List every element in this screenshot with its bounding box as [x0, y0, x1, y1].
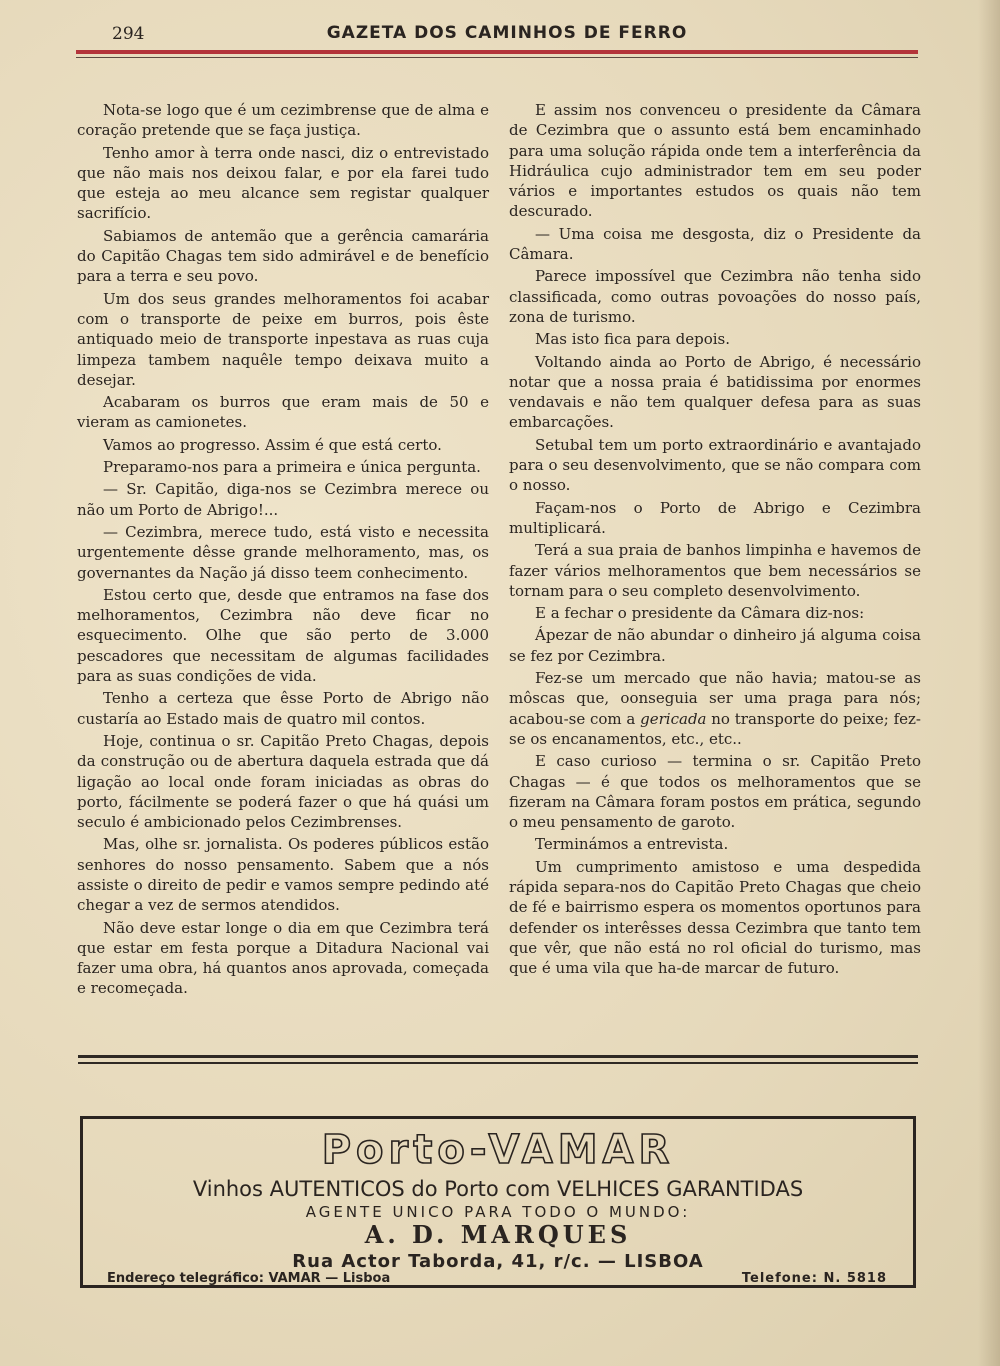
article-left-column — [77, 100, 489, 1001]
ad-brand-name: Porto-VAMAR — [321, 1127, 675, 1173]
ad-agent-name: A. D. MARQUES — [364, 1220, 632, 1249]
paragraph: Um dos seus grandes melhoramentos foi acabar com o transporte de peixe em burros, pois êste antiquado meio de transporte inpestava as ruas cuja limpeza tambem naquêle tempo deixava muito a desejar. — [77, 289, 489, 389]
paragraph: Terminámos a entrevista. — [535, 835, 729, 854]
paragraph: Tenho amor à terra onde nasci, diz o entrevistado que não mais nos deixou falar, e por ela farei tudo que esteja ao meu alcance sem registar qualquer sacrifício. — [77, 143, 489, 223]
ad-telegraph-address: Endereço telegráfico: VAMAR — Lisboa — [107, 1271, 391, 1286]
header-red-rule — [76, 50, 918, 54]
paragraph: — Cezimbra, merece tudo, está visto e necessita urgentemente dêsse grande melhoramento, mas, os governantes da Nação já disso teem conhecimento. — [77, 522, 489, 582]
paragraph: Ápezar de não abundar o dinheiro já alguma coisa se fez por Cezimbra. — [509, 626, 921, 665]
paragraph: Vamos ao progresso. Assim é que está certo. — [103, 435, 442, 454]
ad-phone-number: Telefone: N. 5818 — [741, 1271, 887, 1286]
paragraph: Mas, olhe sr. jornalista. Os poderes públicos estão senhores do nosso pensamento. Sabem que a nós assiste o direito de pedir e vamos sempre pedindo até chegar a vez de sermos atendidos. — [77, 835, 489, 915]
paragraph: Fez-se um mercado que não havia; matou-se as môscas que, oonseguia ser uma praga para nós; acabou-se com a gericada no transporte do peixe; fez-se os encanamentos, etc., etc.. — [509, 669, 921, 748]
header-thin-rule — [76, 57, 918, 58]
section-divider-thin — [78, 1062, 918, 1064]
article-right-column — [509, 100, 921, 980]
paragraph: E a fechar o presidente da Câmara diz-nos: — [535, 604, 865, 623]
advertisement-box — [80, 1116, 916, 1288]
ad-address: Rua Actor Taborda, 41, r/c. — LISBOA — [292, 1251, 704, 1272]
ad-agent-line: AGENTE UNICO PARA TODO O MUNDO: — [305, 1203, 691, 1221]
paragraph: E assim nos convenceu o presidente da Câmara de Cezimbra que o assunto está bem encaminhado para uma solução rápida onde tem a interferência da Hidráulica cujo administrador tem em seu poder vários e importantes estudos os quais não tem descurado. — [509, 101, 921, 221]
page-number: 294 — [112, 24, 145, 44]
paragraph: Mas isto fica para depois. — [535, 330, 731, 349]
paragraph: Façam-nos o Porto de Abrigo e Cezimbra multiplicará. — [509, 498, 921, 537]
journal-title: GAZETA DOS CAMINHOS DE FERRO — [326, 23, 688, 43]
paragraph: E caso curioso — termina o sr. Capitão Preto Chagas — é que todos os melhoramentos que se fizeram na Câmara foram postos em prática, segundo o meu pensamento de garoto. — [509, 752, 921, 832]
page-spine-shadow — [978, 0, 1000, 1366]
italic-word: gericada — [640, 709, 707, 728]
paragraph: — Sr. Capitão, diga-nos se Cezimbra merece ou não um Porto de Abrigo!... — [77, 480, 489, 519]
paragraph: Estou certo que, desde que entramos na fase dos melhoramentos, Cezimbra não deve ficar no esquecimento. Olhe que são perto de 3.000 pescadores que necessitam de algumas facilidades para as suas condições de vida. — [77, 585, 489, 686]
page-header — [112, 22, 902, 46]
paragraph: Voltando ainda ao Porto de Abrigo, é necessário notar que a nossa praia é batidissima por enormes vendavais e não tem qualquer defesa para as suas embarcações. — [509, 352, 921, 432]
paragraph: Um cumprimento amistoso e uma despedida rápida separa-nos do Capitão Preto Chagas que cheio de fé e bairrismo espera os momentos oportunos para defender os interêsses dessa Cezimbra que tanto tem que vêr, que não está no rol oficial do turismo, mas que é uma vila que ha-de marcar de futuro. — [509, 857, 921, 978]
paragraph: Terá a sua praia de banhos limpinha e havemos de fazer vários melhoramentos que bem necessários se tornam para o seu completo desenvolvimento. — [509, 541, 921, 600]
section-divider-thick — [78, 1055, 918, 1058]
paragraph: Preparamo-nos para a primeira e única pergunta. — [103, 458, 481, 477]
ad-tagline: Vinhos AUTENTICOS do Porto com VELHICES GARANTIDAS — [192, 1177, 804, 1201]
paragraph: Não deve estar longe o dia em que Cezimbra terá que estar em festa porque a Ditadura Nacional vai fazer uma obra, há quantos anos aprovada, começada e recomeçada. — [77, 918, 489, 998]
paragraph: Tenho a certeza que êsse Porto de Abrigo não custaría ao Estado mais de quatro mil contos. — [77, 689, 489, 728]
paragraph: Sabiamos de antemão que a gerência camarária do Capitão Chagas tem sido admirável e de benefício para a terra e seu povo. — [77, 226, 489, 286]
paragraph: Acabaram os burros que eram mais de 50 e vieram as camionetes. — [77, 393, 489, 432]
paragraph: Hoje, continua o sr. Capitão Preto Chagas, depois da construção ou de abertura daquela estrada que dá ligação ao local onde foram iniciadas as obras do porto, fácilmente se poderá fazer o que há quási um seculo é ambicionado pelos Cezimbrenses. — [77, 731, 489, 832]
paragraph: Setubal tem um porto extraordinário e avantajado para o seu desenvolvimento, que se não compara com o nosso. — [509, 435, 921, 495]
paragraph: — Uma coisa me desgosta, diz o Presidente da Câmara. — [509, 224, 921, 264]
paragraph: Parece impossível que Cezimbra não tenha sido classificada, como outras povoações do nosso país, zona de turismo. — [509, 267, 921, 326]
paragraph: Nota-se logo que é um cezimbrense que de alma e coração pretende que se faça justiça. — [77, 101, 489, 140]
